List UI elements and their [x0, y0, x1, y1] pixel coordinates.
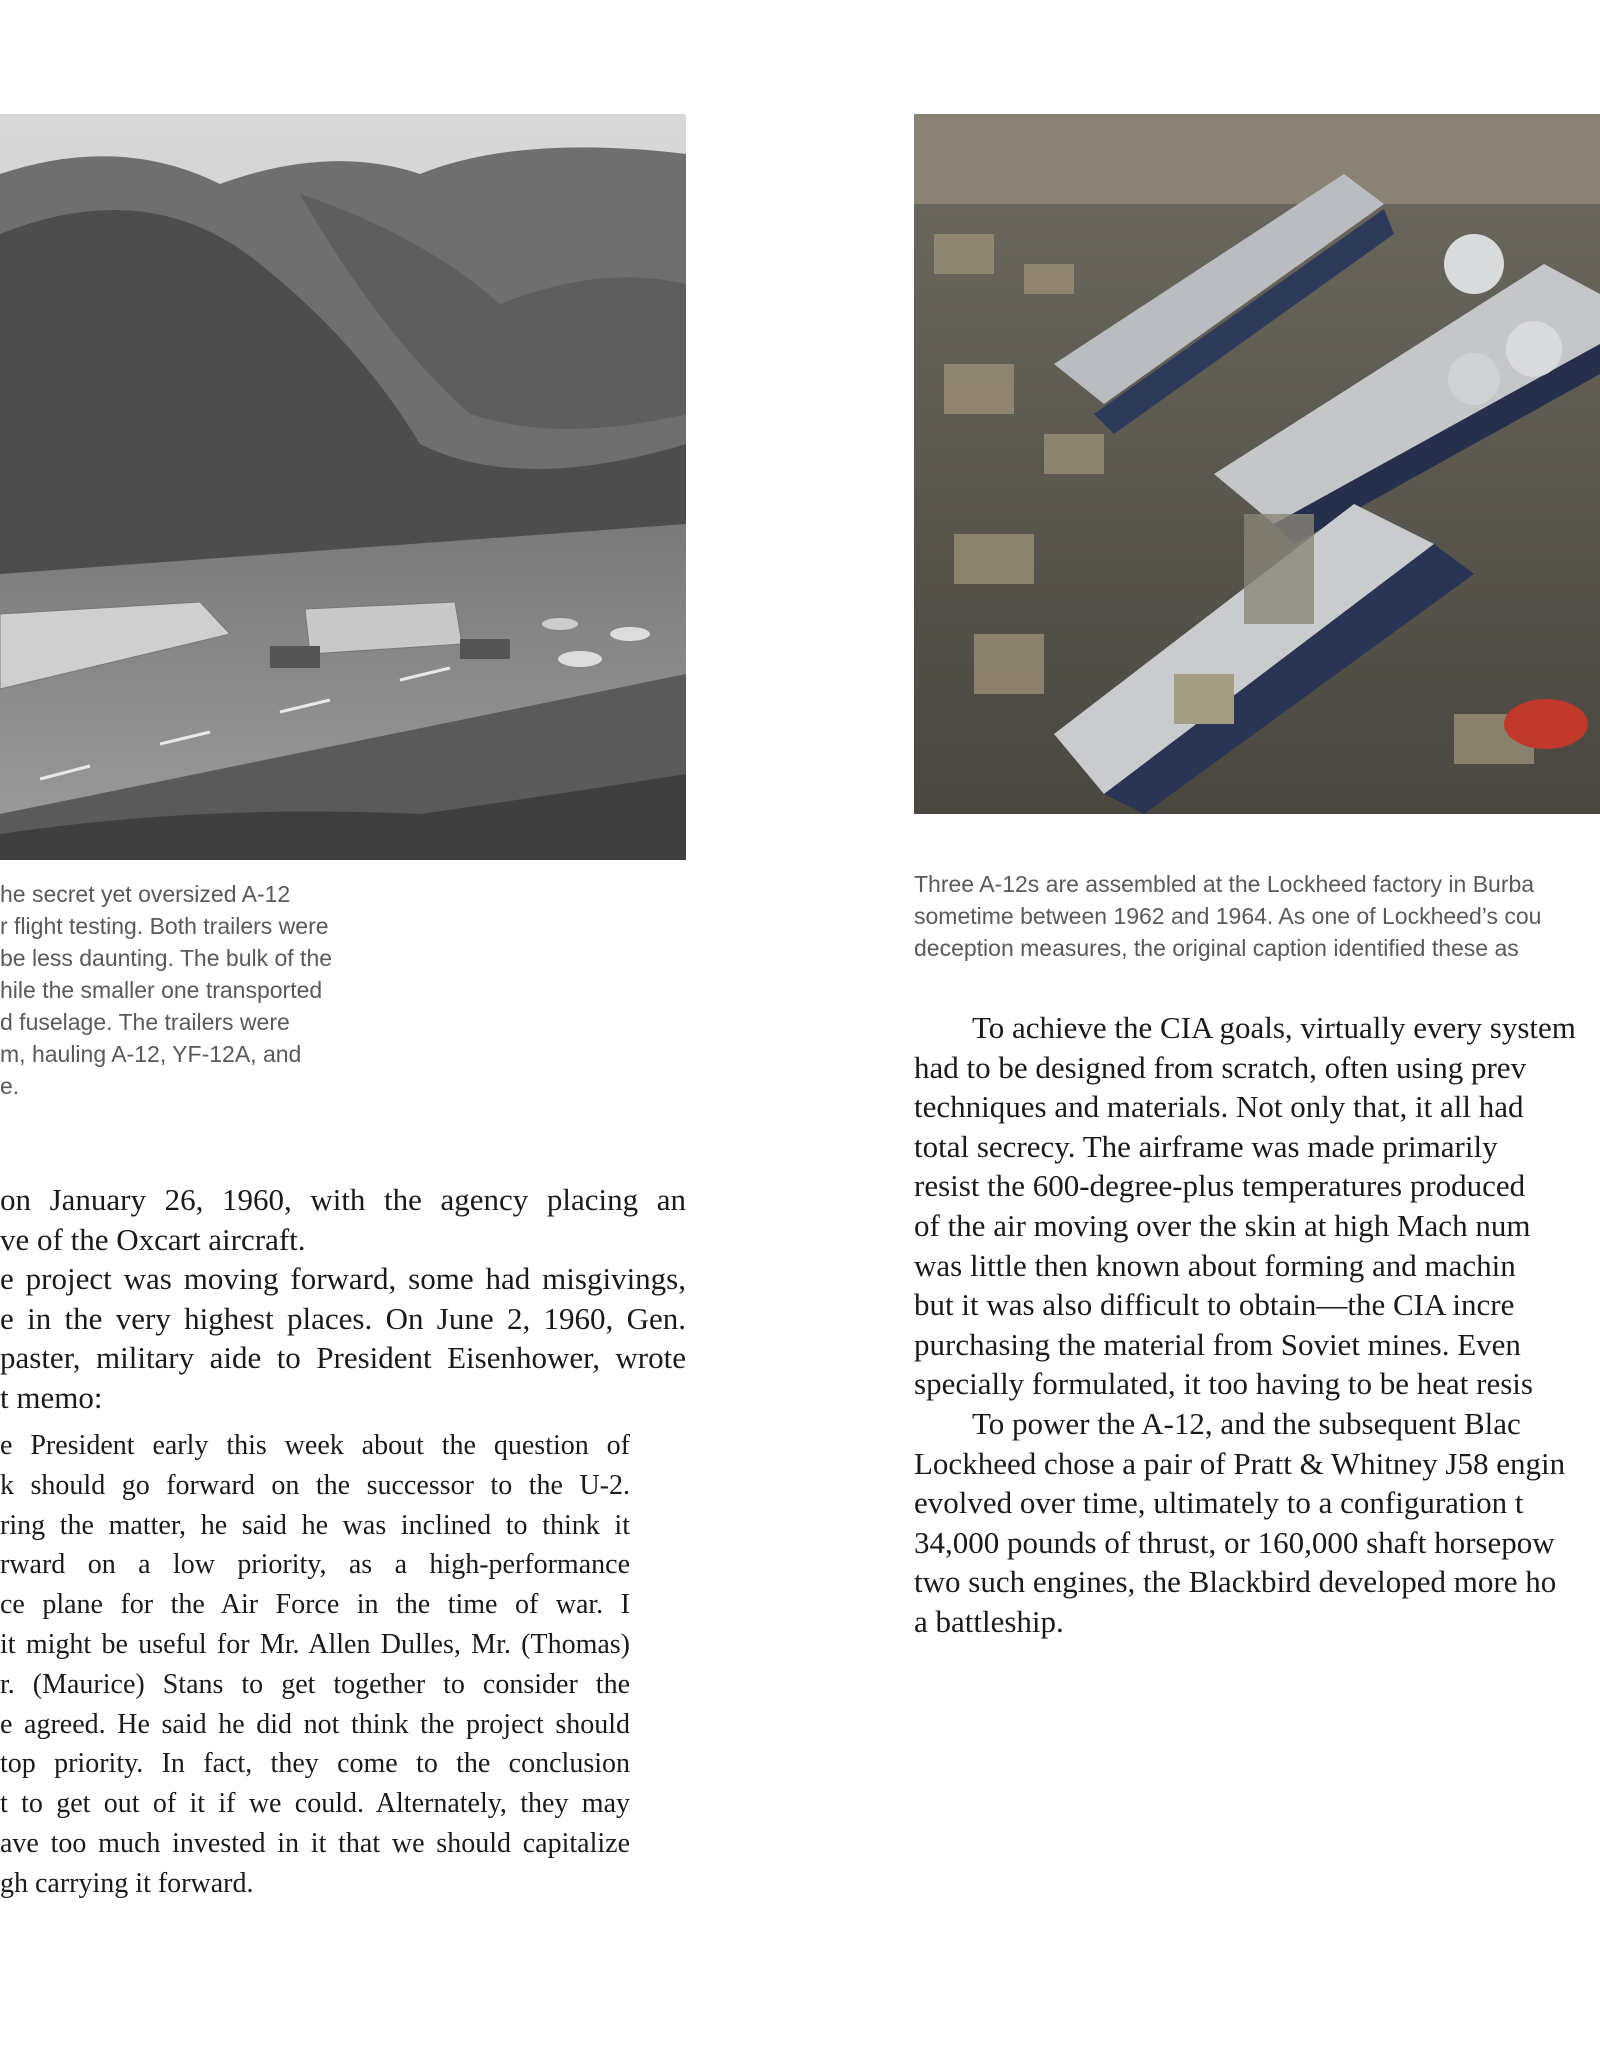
quote-line: k should go forward on the successor to the U-2. [0, 1469, 630, 1501]
quote-line: e President early this week about the question of [0, 1430, 630, 1461]
body-line: To power the A-12, and the subsequent Blac [972, 1405, 1521, 1441]
body-line: total secrecy. The airframe was made primarily [914, 1128, 1498, 1164]
body-line: e in the very highest places. On June 2, 1960, Gen. [0, 1300, 686, 1336]
body-line: but it was also difficult to obtain—the CIA incre [914, 1287, 1515, 1323]
caption-line: d fuselage. The trailers were [0, 1009, 290, 1035]
quote-line: top priority. In fact, they come to the conclusion [0, 1748, 630, 1780]
photo-caption-left [0, 878, 380, 1102]
quote-line: ring the matter, he said he was inclined to think it [0, 1509, 630, 1541]
body-line: a battleship. [914, 1603, 1064, 1639]
quote-line: rward on a low priority, as a high-performance [0, 1549, 630, 1581]
body-text-right [914, 1008, 1600, 1642]
body-line: two such engines, the Blackbird developed more ho [914, 1564, 1557, 1600]
caption-line: Three A-12s are assembled at the Lockheed factory in Burba [914, 871, 1535, 897]
body-line: of the air moving over the skin at high Mach num [914, 1207, 1531, 1243]
caption-line: e. [0, 1073, 20, 1099]
caption-line: r flight testing. Both trailers were [0, 913, 329, 939]
body-line: specially formulated, it too having to be heat resis [914, 1366, 1533, 1402]
caption-line: sometime between 1962 and 1964. As one of Lockheed’s cou [914, 903, 1542, 929]
body-line: resist the 600-degree-plus temperatures produced [914, 1168, 1526, 1204]
body-line: paster, military aide to President Eisenhower, wrote [0, 1340, 686, 1376]
block-quote-memo [0, 1426, 630, 1904]
body-line: purchasing the material from Soviet mines. Even [914, 1326, 1521, 1362]
body-line: Lockheed chose a pair of Pratt & Whitney J58 engin [914, 1445, 1566, 1481]
caption-line: hile the smaller one transported [0, 977, 323, 1003]
body-line: t memo: [0, 1379, 103, 1415]
photo-factory-floor [914, 114, 1600, 814]
body-line: To achieve the CIA goals, virtually every system [972, 1010, 1576, 1045]
quote-line: ave too much invested in it that we should capitalize [0, 1827, 630, 1859]
caption-line: deception measures, the original caption identified these as [914, 935, 1519, 961]
body-line: ve of the Oxcart aircraft. [0, 1221, 306, 1257]
photo-caption-right [914, 868, 1600, 964]
caption-line: m, hauling A-12, YF-12A, and [0, 1041, 302, 1067]
body-line: was little then known about forming and machin [914, 1247, 1516, 1283]
body-line: evolved over time, ultimately to a configuration t [914, 1485, 1524, 1521]
body-line: had to be designed from scratch, often using prev [914, 1049, 1527, 1085]
quote-line: ce plane for the Air Force in the time of war. I [0, 1589, 630, 1621]
body-text-left [0, 1180, 686, 1418]
caption-line: he secret yet oversized A-12 [0, 881, 291, 907]
body-line: 34,000 pounds of thrust, or 160,000 shaft horsepow [914, 1524, 1555, 1560]
body-line: techniques and materials. Not only that, it all had [914, 1089, 1524, 1125]
quote-line: gh carrying it forward. [0, 1867, 254, 1899]
caption-line: be less daunting. The bulk of the [0, 945, 333, 971]
quote-line: it might be useful for Mr. Allen Dulles, Mr. (Thomas) [0, 1628, 630, 1660]
quote-line: e agreed. He said he did not think the project should [0, 1708, 630, 1740]
body-line: e project was moving forward, some had misgivings, [0, 1261, 686, 1297]
body-line: on January 26, 1960, with the agency placing an [0, 1182, 686, 1217]
quote-line: t to get out of it if we could. Alternately, they may [0, 1788, 630, 1820]
photo-trucks-highway [0, 114, 686, 860]
quote-line: r. (Maurice) Stans to get together to consider the [0, 1668, 630, 1700]
